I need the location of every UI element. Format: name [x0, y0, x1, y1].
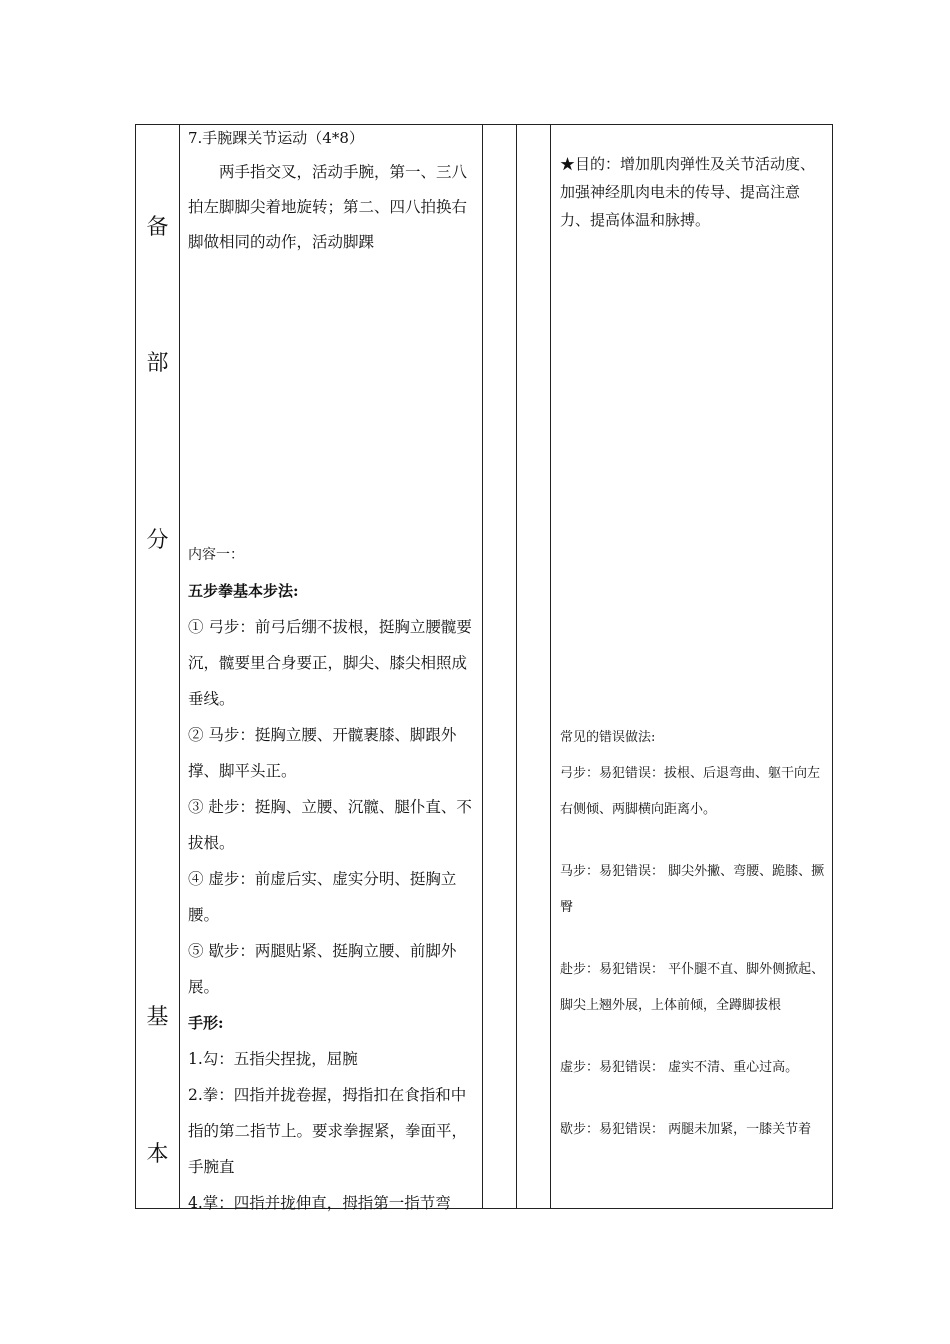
- error-item: 赴步：易犯错误： 平仆腿不直、脚外侧掀起、脚尖上翘外展，上体前倾，全蹲脚拔根: [560, 962, 825, 1013]
- error-item: 歇步：易犯错误： 两腿未加紧，一膝关节着: [560, 1122, 812, 1137]
- section-char: 部: [146, 351, 169, 376]
- steps-title: 五步拳基本步法:: [188, 582, 299, 600]
- section-char: 备: [146, 215, 169, 240]
- error-item: 虚步：易犯错误： 虚实不清、重心过高。: [560, 1060, 799, 1075]
- item7-description: 两手指交叉，活动手腕，第一、三八拍左脚脚尖着地旋转；第二、四八拍换右脚做相同的动作，活动脚踝: [188, 163, 468, 251]
- error-item: 马步：易犯错误： 脚尖外撇、弯腰、跪膝、撅臀: [560, 864, 825, 915]
- step-item: ⑤ 歇步：两腿贴紧、挺胸立腰、前脚外展。: [188, 942, 457, 996]
- hand-title: 手形:: [188, 1014, 224, 1032]
- step-item: ③ 赴步：挺胸、立腰、沉髋、腿仆直、不拔根。: [188, 798, 472, 852]
- column-divider: [482, 125, 483, 1208]
- column-divider: [550, 125, 551, 1208]
- error-item: 弓步：易犯错误：拔根、后退弯曲、躯干向左右侧倾、两脚横向距离小。: [560, 766, 821, 817]
- errors-block: [560, 720, 828, 1148]
- item7-block: [188, 155, 478, 260]
- step-item: ② 马步：挺胸立腰、开髋裹膝、脚跟外撑、脚平头正。: [188, 726, 457, 780]
- lesson-plan-table: [135, 124, 833, 1212]
- column-divider: [179, 125, 180, 1208]
- content-main: [188, 537, 478, 1221]
- notes-column: [560, 125, 828, 1208]
- step-item: ④ 虚步：前虚后实、虚实分明、挺胸立腰。: [188, 870, 457, 924]
- purpose-note: ★目的：增加肌肉弹性及关节活动度、加强神经肌肉电未的传导、提高注意力、提高体温和脉搏。: [560, 155, 816, 229]
- hand-item: 4.掌：四指并拢伸直，拇指第一指节弯: [188, 1194, 451, 1212]
- column-divider: [516, 125, 517, 1208]
- part1-label: 内容一：: [188, 547, 244, 563]
- section-char: 基: [146, 1005, 169, 1030]
- hand-item: 2.拳：四指并拢卷握，拇指扣在食指和中指的第二指节上。要求拳握紧，拳面平，手腕直: [188, 1086, 468, 1176]
- errors-title: 常见的错误做法:: [560, 730, 656, 745]
- hand-item: 1.勾：五指尖捏拢，屈腕: [188, 1050, 358, 1068]
- section-char: 分: [146, 528, 169, 553]
- section-char: 本: [146, 1142, 169, 1167]
- step-item: ① 弓步：前弓后绷不拔根，挺胸立腰髋要沉，髋要里合身要正，脚尖、膝尖相照成垂线。: [188, 618, 472, 708]
- item7-title: 7.手腕踝关节运动（4*8）: [188, 129, 364, 147]
